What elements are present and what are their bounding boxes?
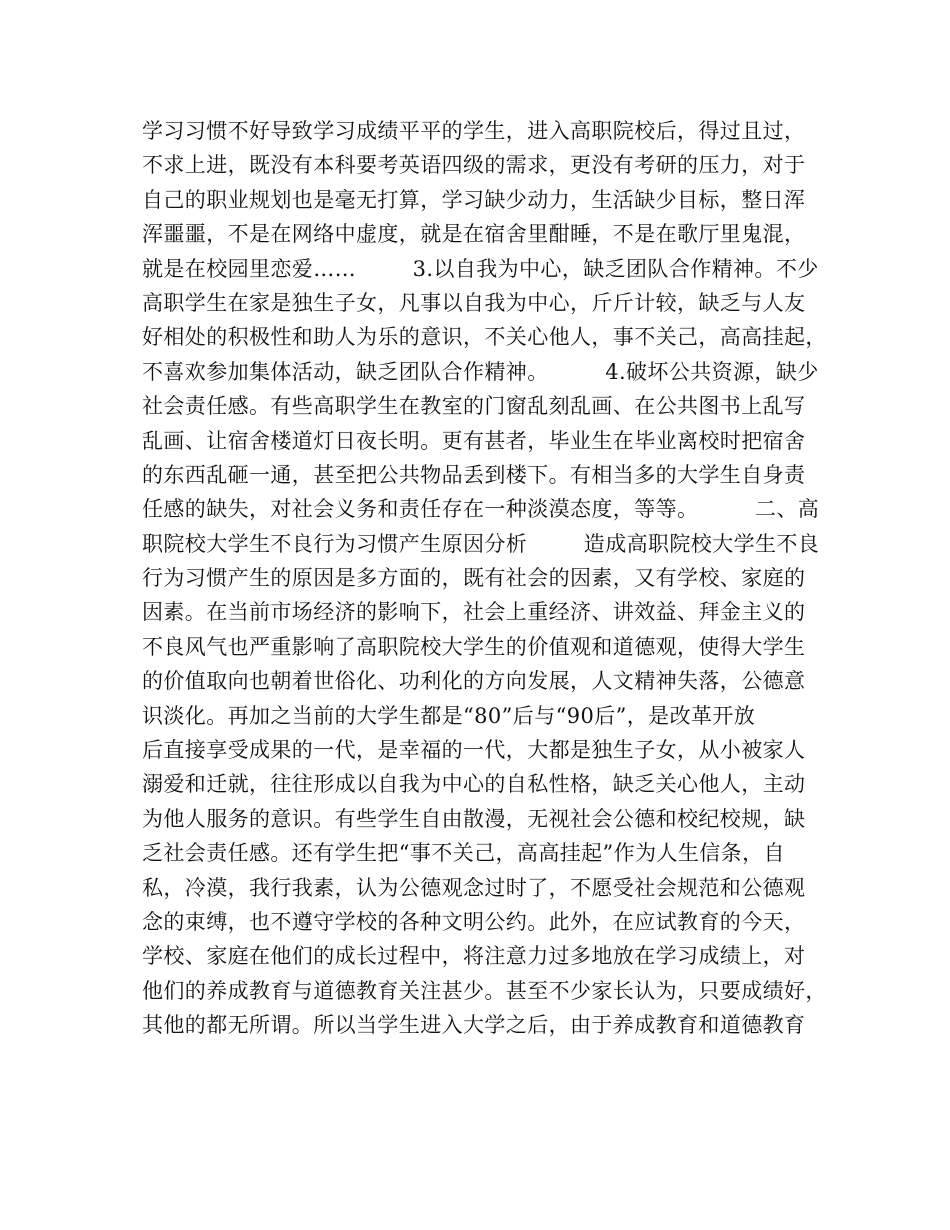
text-line: 不求上进，既没有本科要考英语四级的需求，更没有考研的压力，对于 bbox=[142, 153, 806, 178]
body-text bbox=[142, 114, 832, 1043]
text-line: 念的束缚，也不遵守学校的各种文明公约。此外，在应试教育的今天， bbox=[142, 909, 806, 934]
text-line: 浑噩噩，不是在网络中虚度，就是在宿舍里酣睡，不是在歌厅里鬼混， bbox=[142, 222, 806, 247]
text-line: 好相处的积极性和助人为乐的意识，不关心他人，事不关己，高高挂起， bbox=[142, 325, 827, 350]
text-line: 乏社会责任感。还有学生把“事不关己，高高挂起”作为人生信条，自 bbox=[142, 841, 785, 866]
text-line: 后直接享受成果的一代，是幸福的一代，大都是独生子女，从小被家人 bbox=[142, 738, 806, 763]
text-line: 任感的缺失，对社会义务和责任存在一种淡漠态度，等等。 二、高 bbox=[142, 497, 820, 522]
text-line: 不喜欢参加集体活动，缺乏团队合作精神。 4.破坏公共资源，缺少 bbox=[142, 359, 819, 384]
text-line: 因素。在当前市场经济的影响下，社会上重经济、讲效益、拜金主义的 bbox=[142, 600, 806, 625]
text-line: 学校、家庭在他们的成长过程中，将注意力过多地放在学习成绩上，对 bbox=[142, 944, 806, 969]
text-line: 溺爱和迁就，往往形成以自我为中心的自私性格，缺乏关心他人，主动 bbox=[142, 772, 806, 797]
text-line: 的东西乱砸一通，甚至把公共物品丢到楼下。有相当多的大学生自身责 bbox=[142, 462, 806, 487]
text-line: 识淡化。再加之当前的大学生都是“80”后与“90后”，是改革开放 bbox=[142, 703, 756, 728]
text-line: 其他的都无所谓。所以当学生进入大学之后，由于养成教育和道德教育 bbox=[142, 1013, 806, 1038]
text-line: 职院校大学生不良行为习惯产生原因分析 造成高职院校大学生不良 bbox=[142, 531, 820, 556]
text-line: 的价值取向也朝着世俗化、功利化的方向发展，人文精神失落，公德意 bbox=[142, 669, 806, 694]
text-line: 不良风气也严重影响了高职院校大学生的价值观和道德观，使得大学生 bbox=[142, 634, 806, 659]
text-line: 社会责任感。有些高职学生在教室的门窗乱刻乱画、在公共图书上乱写 bbox=[142, 394, 806, 419]
text-line: 学习习惯不好导致学习成绩平平的学生，进入高职院校后，得过且过， bbox=[142, 119, 806, 143]
text-line: 就是在校园里恋爱…… 3.以自我为中心，缺乏团队合作精神。不少 bbox=[142, 256, 819, 281]
text-line: 自己的职业规划也是毫无打算，学习缺少动力，生活缺少目标，整日浑 bbox=[142, 187, 806, 212]
text-line: 他们的养成教育与道德教育关注甚少。甚至不少家长认为，只要成绩好， bbox=[142, 978, 827, 1003]
text-line: 为他人服务的意识。有些学生自由散漫，无视社会公德和校纪校规，缺 bbox=[142, 806, 806, 831]
text-line: 行为习惯产生的原因是多方面的，既有社会的因素，又有学校、家庭的 bbox=[142, 566, 806, 591]
text-line: 高职学生在家是独生子女，凡事以自我为中心，斤斤计较，缺乏与人友 bbox=[142, 290, 806, 315]
text-line: 乱画、让宿舍楼道灯日夜长明。更有甚者，毕业生在毕业离校时把宿舍 bbox=[142, 428, 806, 453]
text-line: 私，冷漠，我行我素，认为公德观念过时了，不愿受社会规范和公德观 bbox=[142, 875, 806, 900]
